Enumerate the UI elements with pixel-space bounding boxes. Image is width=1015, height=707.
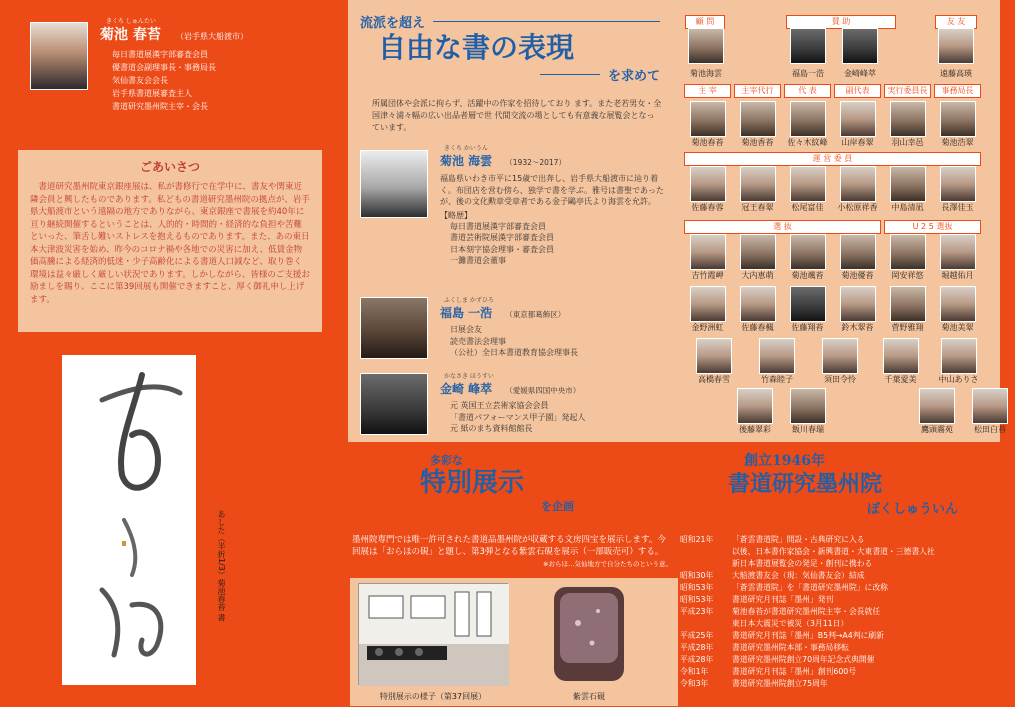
special-t3: を企画 xyxy=(541,500,574,513)
member-name: 松田白苔 xyxy=(974,425,1006,434)
member-photo xyxy=(840,234,876,270)
career-item: 一灘書道会董事 xyxy=(450,256,506,265)
history-heading xyxy=(728,450,968,517)
member-photo xyxy=(840,286,876,322)
calligraphy-artwork xyxy=(62,355,196,685)
member-name: 福島一浩 xyxy=(792,69,824,78)
group-label-advisor: 顧 問 xyxy=(685,15,725,29)
member-row-committee xyxy=(684,166,981,213)
history-item xyxy=(680,546,996,558)
special-heading xyxy=(420,452,580,514)
member-name: 菊池香苔 xyxy=(741,138,774,147)
role-label: 主 宰 xyxy=(684,84,731,98)
special-t1: 多彩な xyxy=(430,454,463,467)
profile-3 xyxy=(440,373,674,435)
member-name: 羽山幸邑 xyxy=(891,138,924,147)
member-photo xyxy=(890,234,926,270)
member-photo xyxy=(883,338,919,374)
headline-main: 自由な書の表現 xyxy=(378,31,575,64)
member-photo xyxy=(940,166,976,202)
history-item xyxy=(680,630,996,642)
member-photo xyxy=(890,101,926,137)
career-item: （公社）全日本書道教育協会理事長 xyxy=(450,348,578,357)
member-name: 佐藤春蓉 xyxy=(691,203,724,212)
member-photo xyxy=(940,101,976,137)
leader-title: 岩手県書道展審査主人 xyxy=(112,89,192,98)
member-photo xyxy=(740,286,776,322)
member-row-selected xyxy=(684,234,981,281)
headline-block xyxy=(360,12,660,84)
history-era: 平成28年 xyxy=(680,655,714,664)
history-era: 昭和21年 xyxy=(680,535,714,544)
history-item xyxy=(680,558,996,570)
history-item xyxy=(680,654,996,666)
member-name: 菊池春苔 xyxy=(691,138,724,147)
member-photo xyxy=(690,101,726,137)
member-name: 冠王春翠 xyxy=(741,203,774,212)
history-text: 書道研究墨州院創立70周年記念式典開催 xyxy=(732,655,875,664)
member-photo xyxy=(696,338,732,374)
member-photo xyxy=(688,28,724,64)
member-name: 後藤翠彩 xyxy=(739,425,771,434)
career-item: 元 紙のまち資料館館長 xyxy=(450,424,533,433)
greeting-body: 書道研究墨州院東京銀座展は、私が書修行で在学中に、書友や関東近隣会員と興したものであります。私どもの書道研究墨州院の拠点が、岩手県大船渡市という遠隔の地方でありながら、東京銀座で書展を約40年に亘り継続開催するということは、人的的・時間的・経済的な負担や苦難といった、筆舌し難いストレスを抱えるものであります。また、あの東日本大津波災害を始め、昨今のコロナ禍や各地での災害に加え、低賃金物価高騰による経済的低迷・少子高齢化による書道人口減など、取り巻く環境は益々厳しく厳しい状況であります。しかしながら、皆様のご支援お励ましを賜り、ここに第39回展も開催できますこと、厚く御礼申し上げます。 xyxy=(30,182,310,305)
history-item xyxy=(680,678,996,690)
member-photo xyxy=(690,166,726,202)
history-era: 昭和53年 xyxy=(680,583,714,592)
member-photo xyxy=(842,28,878,64)
greeting-panel xyxy=(18,150,322,332)
member-name: 菊池浩翠 xyxy=(941,138,974,147)
headline-top: 流派を超え xyxy=(360,16,426,31)
member-photo xyxy=(790,388,826,424)
member-photo xyxy=(890,286,926,322)
profile-photo-3 xyxy=(360,373,428,435)
inkstone-image xyxy=(548,583,630,685)
leader-title: 優書道会副理事長・事務局長 xyxy=(112,63,216,72)
member-photo xyxy=(919,388,955,424)
member-name: 松尾富佳 xyxy=(791,203,824,212)
history-item xyxy=(680,594,996,606)
member-row-6 xyxy=(684,338,986,385)
member-name: 金崎峰萃 xyxy=(844,69,876,78)
history-item xyxy=(680,582,996,594)
member-name: 高橋春雪 xyxy=(698,375,730,384)
profile-name: 福島 一浩 xyxy=(440,306,493,320)
history-text: 菊池春苔が書道研究墨州院主宰・会長就任 xyxy=(732,607,881,616)
member-name: 佐藤春楓 xyxy=(741,323,774,332)
leader-photo xyxy=(30,22,88,90)
member-name: 佐藤翔苔 xyxy=(791,323,824,332)
member-photo xyxy=(737,388,773,424)
history-text: 書道研究墨州院創立75周年 xyxy=(732,679,828,688)
member-name: 長澤佳玉 xyxy=(941,203,974,212)
leader-block xyxy=(100,18,330,113)
member-name: 大内恵萌 xyxy=(741,271,774,280)
member-name: 竹森睦子 xyxy=(761,375,793,384)
history-era: 昭和53年 xyxy=(680,595,714,604)
history-list xyxy=(680,534,996,690)
group-label-selected: 選 抜 xyxy=(684,220,881,234)
member-photo xyxy=(822,338,858,374)
history-t2: 書道研究墨州院 xyxy=(728,471,883,497)
member-photo xyxy=(740,166,776,202)
member-photo xyxy=(890,166,926,202)
profile-note: （東京都葛飾区） xyxy=(505,310,566,319)
member-row-7 xyxy=(730,388,1015,435)
history-text: 書道研究月刊誌「墨州」発刊 xyxy=(732,595,834,604)
member-photo xyxy=(690,234,726,270)
headline-sub: を求めて xyxy=(607,69,660,84)
role-label: 主宰代行 xyxy=(734,84,781,98)
history-text: 以後、日本書作家協会・新興書道・大東書道・三德書人社 xyxy=(732,547,935,556)
history-text: 「蒼雲書道院」を「書道研究墨州院」に改称 xyxy=(732,583,888,592)
member-photo xyxy=(940,234,976,270)
profile-name: 金崎 峰萃 xyxy=(440,382,493,396)
special-t2: 特別展示 xyxy=(420,468,525,498)
profile-note: （愛媛県四国中央市） xyxy=(505,386,581,395)
member-name: 小松原祥香 xyxy=(837,203,878,212)
history-era: 令和3年 xyxy=(680,679,709,688)
member-photo xyxy=(840,166,876,202)
group-label-support: 賛 助 xyxy=(786,15,896,29)
inkstone-caption: 紫雲石硯 xyxy=(573,692,605,701)
history-t3: ぼくしゅういん xyxy=(866,502,958,517)
history-text: 「蒼雲書道院」開設・古典研究に入る xyxy=(732,535,865,544)
leader-title: 書道研究墨州院主宰・会長 xyxy=(112,102,208,111)
career-item: 元 英国王立芸術家協会会員 xyxy=(450,401,549,410)
member-name: 山岸春翠 xyxy=(841,138,874,147)
history-text: 東日本大震災で被災（3月11日） xyxy=(732,619,849,628)
member-name: 須田令怜 xyxy=(824,375,856,384)
calligraphy-strokes xyxy=(62,355,196,685)
member-name: 鷹頭霧苑 xyxy=(921,425,953,434)
history-item xyxy=(680,534,996,546)
group-label-u25: U 2 5 選抜 xyxy=(884,220,981,234)
special-body-block xyxy=(352,534,672,568)
member-name: 菊池美翠 xyxy=(941,323,974,332)
member-name: 千葉愛美 xyxy=(884,375,917,384)
profile-note: （1932〜2017） xyxy=(505,158,566,167)
member-photo xyxy=(941,338,977,374)
profile-body: 福島県いわき市平に15歳で出奔し、岩手県大船渡市に辿り着く。布団店を営む傍ら、独学で書を学ぶ。雅号は書聖であったが、後の文化勲章受章者である金子鷗亭氏より海雲を允許。 xyxy=(440,174,664,206)
exhibit-scene xyxy=(359,584,509,686)
history-era: 平成23年 xyxy=(680,607,714,616)
member-photo xyxy=(840,101,876,137)
history-item xyxy=(680,606,996,618)
history-era xyxy=(680,618,732,630)
history-t1: 創立1946年 xyxy=(744,453,825,469)
member-name: 岡安祥悠 xyxy=(891,271,924,280)
leader-titles xyxy=(112,48,330,113)
role-label: 事務局長 xyxy=(934,84,981,98)
member-name: 飯川春瑞 xyxy=(792,425,824,434)
member-photo xyxy=(938,28,974,64)
member-row-leaders xyxy=(684,84,984,154)
artwork-caption: あした（半折1/3）菊池春苔 書 xyxy=(217,510,226,622)
history-text: 書道研究月刊誌「墨州」B5判→A4判に刷新 xyxy=(732,631,884,640)
member-name: 菊池海雲 xyxy=(690,69,722,78)
profile-2 xyxy=(440,297,674,359)
group-label-committee: 運 営 委 員 xyxy=(684,152,981,166)
special-note: ※おらほ…気仙地方で自分たちのという意。 xyxy=(543,560,672,568)
profile-1 xyxy=(440,145,674,267)
member-name: 中島清凪 xyxy=(891,203,924,212)
exhibit-photo xyxy=(358,583,508,685)
member-name: 遠藤高瑛 xyxy=(940,69,972,78)
member-name: 金野洲虹 xyxy=(691,323,724,332)
member-photo xyxy=(740,101,776,137)
career-item: 「書道パフォーマンス甲子園」発起人 xyxy=(450,412,586,422)
member-photo xyxy=(940,286,976,322)
career-item: 毎日書道展漢字部審査会員 xyxy=(450,221,546,231)
profile-career-label: 【略歴】 xyxy=(440,210,472,220)
profile-name: 菊池 海雲 xyxy=(440,154,493,168)
history-text: 書道研究月刊誌「墨州」創刊600号 xyxy=(732,667,857,676)
leader-title: 気仙書友会会長 xyxy=(112,76,168,85)
special-body: 墨州院専門では唯一許可された書道品墨州院が収蔵する文房四宝を展示します。今回展は「おらほの硯」と題し、第3弾となる紫雲石硯を展示（一部販売可）する。 xyxy=(352,535,666,557)
member-name: 吉竹霞岬 xyxy=(691,271,724,280)
member-name: 中山ありさ xyxy=(938,375,979,384)
history-era: 平成25年 xyxy=(680,631,714,640)
member-photo xyxy=(790,28,826,64)
member-photo xyxy=(790,234,826,270)
leader-name: 菊池 春苔 xyxy=(100,27,161,43)
profile-photo-2 xyxy=(360,297,428,359)
career-item: 日展会友 xyxy=(450,325,482,334)
history-era: 令和1年 xyxy=(680,667,709,676)
history-item xyxy=(680,618,996,630)
leader-title: 毎日書道展漢字部審査会員 xyxy=(112,50,208,59)
member-photo xyxy=(790,286,826,322)
career-item: 書道芸術院展漢字部審査会員 xyxy=(450,233,554,242)
profile-furigana: きくち かいうん xyxy=(444,145,488,152)
leader-region: （岩手県大船渡市） xyxy=(175,32,248,41)
member-name: 堀越佑月 xyxy=(941,271,974,280)
member-photo xyxy=(740,234,776,270)
member-photo xyxy=(690,286,726,322)
history-item xyxy=(680,642,996,654)
profile-furigana: ふくしま かずひろ xyxy=(444,297,494,304)
member-name: 菊池颯苔 xyxy=(791,271,824,280)
member-photo xyxy=(972,388,1008,424)
member-photo xyxy=(759,338,795,374)
role-label: 実行委員長 xyxy=(884,84,931,98)
career-item: 読売書法会理事 xyxy=(450,336,506,346)
member-row-5 xyxy=(684,286,981,333)
member-name: 鈴木翠苔 xyxy=(841,323,874,332)
inkstone-photo xyxy=(548,583,630,685)
history-text: 書道研究墨州院本部・事務局移転 xyxy=(732,643,849,652)
member-name: 菊池優苔 xyxy=(841,271,874,280)
history-text: 大船渡書友会（現：気仙書友会）結成 xyxy=(732,571,865,580)
member-name: 菅野雅翔 xyxy=(891,323,924,332)
member-photo xyxy=(790,101,826,137)
profile-furigana: かなさき ほうすい xyxy=(444,373,494,380)
history-text: 新日本書道展覧会の発足・創刊に携わる xyxy=(732,559,873,568)
history-era: 平成28年 xyxy=(680,643,714,652)
leader-furigana: きくち しゅんたい xyxy=(106,18,156,25)
profile-photo-1 xyxy=(360,150,428,218)
headline-intro: 所属団体や会派に拘らず、活躍中の作家を招待しており ます。また老若男女・全国津々浦々幅の広い出品者層で世 代間交流の場としても有意義な展覧会となっています。 xyxy=(372,99,662,132)
history-era: 昭和30年 xyxy=(680,571,714,580)
role-label: 副代表 xyxy=(834,84,881,98)
history-era xyxy=(680,558,732,570)
member-name: 佐々木紋峰 xyxy=(787,138,828,147)
history-item xyxy=(680,570,996,582)
career-item: 日本刻字協会理事・審査会員 xyxy=(450,244,554,254)
group-label-friends: 友 友 xyxy=(935,15,977,29)
exhibit-photo-caption: 特別展示の様子（第37回展） xyxy=(379,692,487,701)
greeting-title: ごあいさつ xyxy=(139,160,200,174)
history-item xyxy=(680,666,996,678)
history-era xyxy=(680,546,732,558)
member-photo xyxy=(790,166,826,202)
role-label: 代 表 xyxy=(784,84,831,98)
